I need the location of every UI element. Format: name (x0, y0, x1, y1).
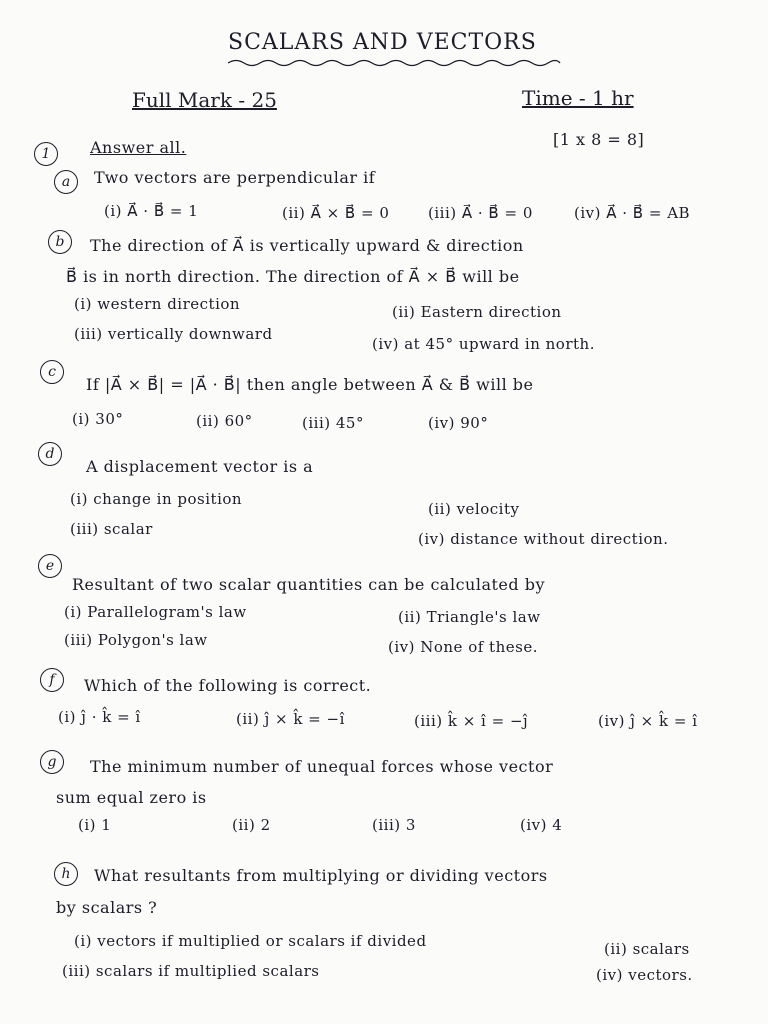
question-f-text: Which of the following is correct. (84, 676, 372, 695)
option-e-2: (ii) Triangle's law (398, 608, 541, 626)
option-f-4: (iv) ĵ × k̂ = î (598, 712, 698, 730)
question-d-text: A displacement vector is a (86, 457, 314, 476)
option-a-1: (i) A⃗ · B⃗ = 1 (104, 202, 199, 220)
subq-label-d: d (38, 442, 62, 466)
option-e-1: (i) Parallelogram's law (64, 603, 247, 621)
marks-scheme: [1 x 8 = 8] (553, 130, 645, 149)
subq-label-c: c (40, 360, 64, 384)
option-h-3: (iii) scalars if multiplied scalars (62, 962, 320, 980)
question-g-line-2: sum equal zero is (56, 788, 207, 807)
option-b-2: (ii) Eastern direction (392, 303, 562, 321)
option-d-2: (ii) velocity (428, 500, 520, 518)
option-h-4: (iv) vectors. (596, 966, 693, 984)
instruction: Answer all. (90, 138, 187, 157)
option-h-2: (ii) scalars (604, 940, 690, 958)
option-b-3: (iii) vertically downward (74, 325, 273, 343)
option-a-3: (iii) A⃗ · B⃗ = 0 (428, 204, 533, 222)
option-c-2: (ii) 60° (196, 412, 253, 430)
question-c-text: If |A⃗ × B⃗| = |A⃗ · B⃗| then angle between A⃗ & B⃗ will be (86, 375, 534, 394)
subq-label-a: a (54, 170, 78, 194)
option-h-1: (i) vectors if multiplied or scalars if divided (74, 932, 427, 950)
question-number: 1 (34, 142, 58, 166)
option-d-3: (iii) scalar (70, 520, 153, 538)
option-f-3: (iii) k̂ × î = −ĵ (414, 712, 529, 730)
question-g-line-1: The minimum number of unequal forces whose vector (90, 757, 554, 776)
option-f-1: (i) ĵ · k̂ = î (58, 708, 141, 726)
subq-label-f: f (40, 668, 64, 692)
option-b-4: (iv) at 45° upward in north. (372, 335, 595, 353)
question-e-text: Resultant of two scalar quantities can be calculated by (72, 575, 546, 594)
question-b-line-2: B⃗ is in north direction. The direction of A⃗ × B⃗ will be (66, 267, 520, 286)
subq-label-h: h (54, 862, 78, 886)
question-h-line-2: by scalars ? (56, 898, 158, 917)
question-b-line-1: The direction of A⃗ is vertically upward & direction (90, 236, 524, 255)
question-a-text: Two vectors are perpendicular if (94, 168, 376, 187)
subq-label-g: g (40, 750, 64, 774)
time-limit: Time - 1 hr (522, 86, 634, 110)
option-c-1: (i) 30° (72, 410, 124, 428)
option-e-3: (iii) Polygon's law (64, 631, 208, 649)
subq-label-b: b (48, 230, 72, 254)
page-title: SCALARS AND VECTORS (228, 30, 537, 55)
option-g-3: (iii) 3 (372, 816, 416, 834)
title-underline (226, 58, 562, 68)
question-h-line-1: What resultants from multiplying or dividing vectors (94, 866, 548, 885)
option-a-4: (iv) A⃗ · B⃗ = AB (574, 204, 691, 222)
option-a-2: (ii) A⃗ × B⃗ = 0 (282, 204, 390, 222)
option-f-2: (ii) ĵ × k̂ = −î (236, 710, 345, 728)
subq-label-e: e (38, 554, 62, 578)
option-g-2: (ii) 2 (232, 816, 271, 834)
option-g-1: (i) 1 (78, 816, 112, 834)
option-d-1: (i) change in position (70, 490, 243, 508)
option-b-1: (i) western direction (74, 295, 241, 313)
option-e-4: (iv) None of these. (388, 638, 538, 656)
option-d-4: (iv) distance without direction. (418, 530, 669, 548)
option-c-3: (iii) 45° (302, 414, 364, 432)
option-c-4: (iv) 90° (428, 414, 489, 432)
option-g-4: (iv) 4 (520, 816, 563, 834)
full-mark: Full Mark - 25 (132, 88, 277, 112)
